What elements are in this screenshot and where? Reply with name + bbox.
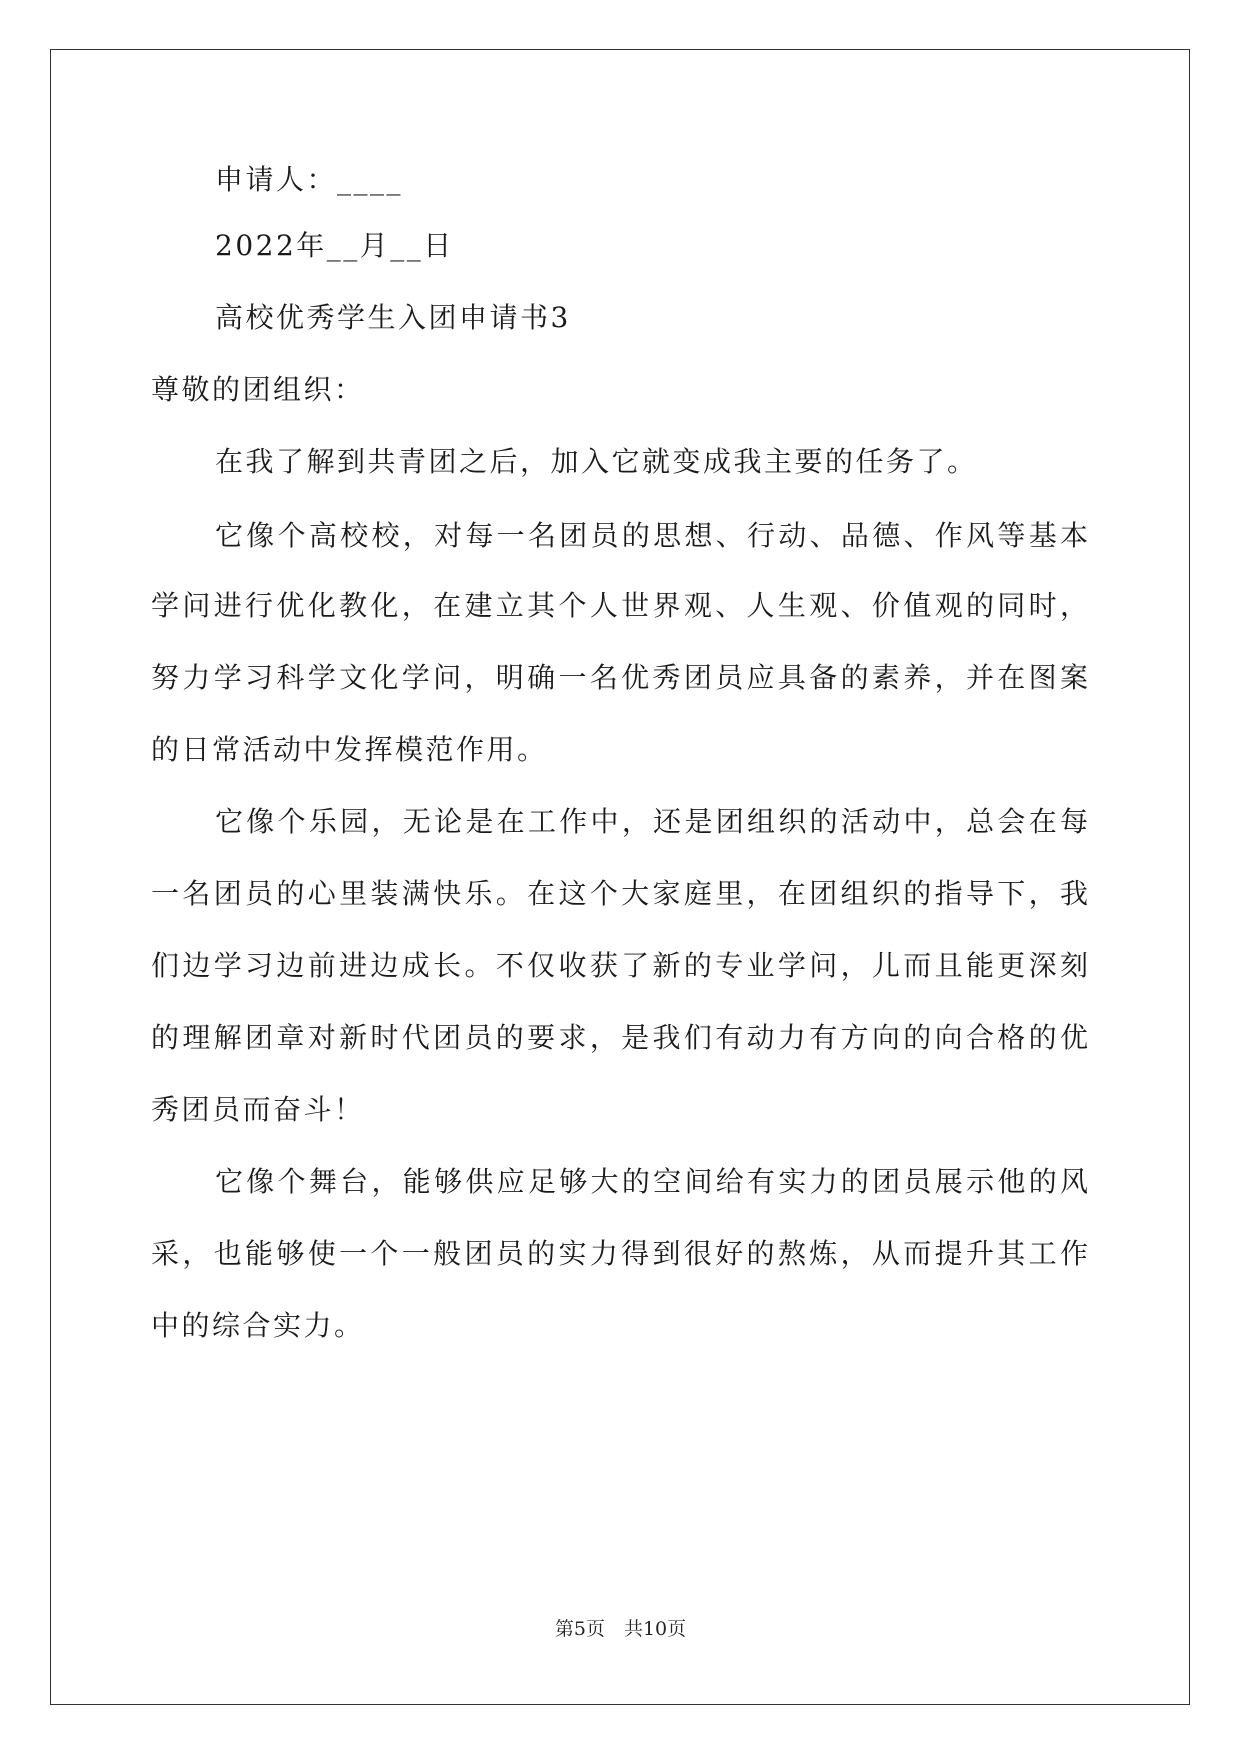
salutation: 尊敬的团组织： bbox=[151, 373, 365, 406]
paragraph-3-line-4: 的理解团章对新时代团员的要求，是我们有动力有方向的向合格的优 bbox=[151, 1021, 1088, 1054]
paragraph-4-line-3: 中的综合实力。 bbox=[151, 1309, 365, 1342]
applicant-line: 申请人：____ bbox=[215, 163, 404, 196]
paragraph-3-line-3: 们边学习边前进边成长。不仅收获了新的专业学问，儿而且能更深刻 bbox=[151, 949, 1088, 982]
page-number-footer: 第5页 共10页 bbox=[554, 1618, 687, 1640]
paragraph-2-line-2: 学问进行优化教化，在建立其个人世界观、人生观、价值观的同时， bbox=[151, 589, 1088, 622]
paragraph-3-line-5: 秀团员而奋斗！ bbox=[151, 1093, 365, 1126]
paragraph-2-line-1: 它像个高校校，对每一名团员的思想、行动、品德、作风等基本 bbox=[215, 519, 1088, 552]
paragraph-3-line-2: 一名团员的心里装满快乐。在这个大家庭里，在团组织的指导下，我 bbox=[151, 877, 1088, 910]
paragraph-2-line-4: 的日常活动中发挥模范作用。 bbox=[151, 733, 548, 766]
paragraph-2-line-3: 努力学习科学文化学问，明确一名优秀团员应具备的素养，并在图案 bbox=[151, 661, 1088, 694]
date-line: 2022年__月__日 bbox=[215, 229, 454, 262]
paragraph-4-line-1: 它像个舞台，能够供应足够大的空间给有实力的团员展示他的风 bbox=[215, 1165, 1088, 1198]
paragraph-4-line-2: 采，也能够使一个一般团员的实力得到很好的熬炼，从而提升其工作 bbox=[151, 1237, 1088, 1270]
paragraph-1-line-1: 在我了解到共青团之后，加入它就变成我主要的任务了。 bbox=[215, 445, 978, 478]
letter-title: 高校优秀学生入团申请书3 bbox=[215, 301, 571, 334]
paragraph-3-line-1: 它像个乐园，无论是在工作中，还是团组织的活动中，总会在每 bbox=[215, 805, 1088, 838]
